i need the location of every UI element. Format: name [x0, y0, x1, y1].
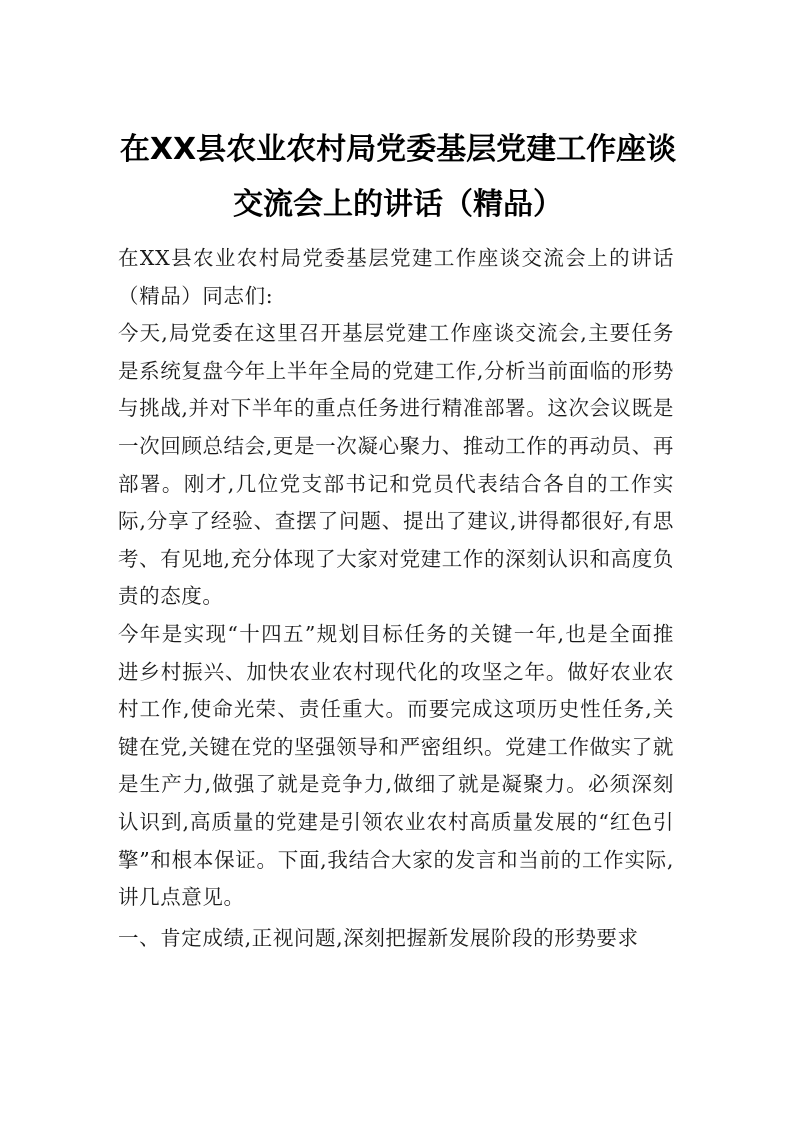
paragraph-opening: 今天,局党委在这里召开基层党建工作座谈交流会,主要任务是系统复盘今年上半年全局的党建工作,分析当前面临的形势与挑战,并对下半年的重点任务进行精准部署。这次会议既是一次回顾总结会,更是一次凝心聚力、推动工作的再动员、再部署。刚才,几位党支部书记和党员代表结合各自的工作实际,分享了经验、查摆了问题、提出了建议,讲得都很好,有思考、有见地,充分体现了大家对党建工作的深刻认识和高度负责的态度。 — [118, 321, 674, 609]
section-heading-1: 一、肯定成绩,正视问题,深刻把握新发展阶段的形势要求 — [118, 925, 639, 950]
document-body — [118, 240, 674, 957]
paragraph-context: 今年是实现“十四五”规划目标任务的关键一年,也是全面推进乡村振兴、加快农业农村现代化的攻坚之年。做好农业农村工作,使命光荣、责任重大。而要完成这项历史性任务,关键在党,关键在党的坚强领导和严密组织。党建工作做实了就是生产力,做强了就是竞争力,做细了就是凝聚力。必须深刻认识到,高质量的党建是引领农业农村高质量发展的“红色引擎”和根本保证。下面,我结合大家的发言和当前的工作实际,讲几点意见。 — [118, 621, 674, 910]
paragraph-salutation: 在XX县农业农村局党委基层党建工作座谈交流会上的讲话（精品）同志们: — [118, 246, 674, 308]
document-title: 在XX县农业农村局党委基层党建工作座谈交流会上的讲话（精品） — [119, 132, 677, 222]
